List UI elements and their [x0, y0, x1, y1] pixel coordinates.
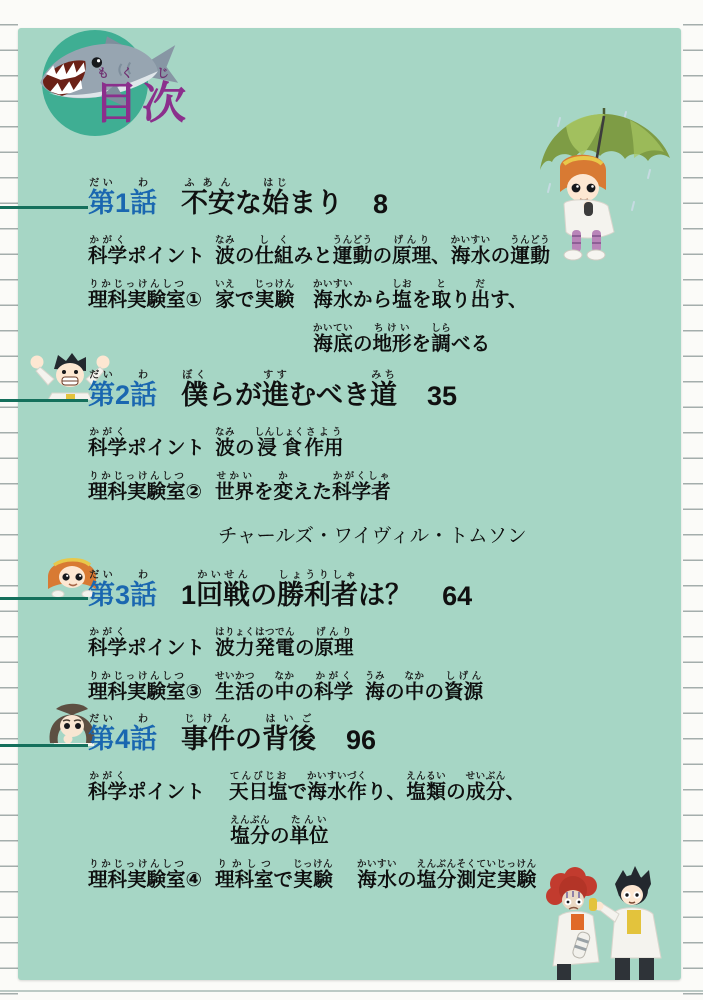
chapter-title: 1回戦かいせんの勝利者しょうりしゃは？: [181, 570, 413, 610]
chapter-number: 第だい1話わ: [88, 178, 158, 218]
toc-text: 海うみの中なかの資源しげん: [365, 671, 484, 703]
toc-text: 科学かがくポイント: [88, 427, 206, 459]
chapter-title: 事件じけんの背後はいご: [181, 714, 317, 754]
chapter-page-number: 8: [373, 189, 389, 219]
toc-text: 天日塩てんびじおで海水作かいすいづくり、塩類えんるいの成分せいぶん、: [229, 771, 526, 803]
toc-text: 理科実験室りかじっけんしつ④: [88, 859, 203, 891]
toc-text: 波なみの浸食しんしょく作用さよう: [215, 427, 344, 459]
page-title: 目もく次じ: [94, 66, 190, 128]
toc-text: 科学かがくポイント: [88, 235, 206, 267]
chapter-4-entry: [88, 714, 673, 892]
chapter-1-heading: [88, 178, 673, 220]
bottom-rule-line: [0, 990, 703, 992]
chapter-3-entry: [88, 570, 673, 704]
toc-text: 理科実験室りかじっけんしつ①: [88, 279, 203, 311]
chapter-title: 不安ふあんな始はじまり: [181, 178, 344, 218]
toc-text: 海底かいていの地形ちけいを調しらべる: [313, 323, 491, 355]
chapter-title: 僕ぼくらが進すすむべき道みち: [181, 370, 398, 410]
toc-text: 理科室りかしつで実験じっけん: [215, 859, 334, 891]
notebook-ruled-lines-left: [0, 0, 18, 1000]
chapter-page-number: 96: [346, 725, 377, 755]
chapter3-pointer-line: [0, 597, 88, 600]
chapter-2-entry: [88, 370, 673, 548]
chapter-detail-lines: [88, 616, 673, 704]
chapter2-pointer-line: [0, 399, 88, 402]
toc-text: 塩分えんぶんの単位たんい: [230, 815, 329, 847]
chapter-4-heading: [88, 714, 673, 756]
chapter-page-number: 64: [442, 581, 473, 611]
toc-text: 科学かがくポイント: [88, 627, 206, 659]
toc-line: [88, 504, 673, 548]
notebook-ruled-lines-right: [683, 0, 703, 1000]
toc-line: [88, 616, 673, 660]
toc-line: [88, 660, 673, 704]
toc-text: 世界せかいを変かえた科学者かがくしゃ: [215, 471, 391, 503]
toc-line: [88, 268, 673, 312]
toc-text: 波なみの仕し組くみと運動うんどうの原理げんり、海水かいすいの運動うんどう: [215, 235, 551, 267]
toc-line: [88, 416, 673, 460]
chapter-2-heading: [88, 370, 673, 412]
toc-text: チャールズ・ワイヴィル・トムソン: [218, 525, 527, 547]
toc-text: 理科実験室りかじっけんしつ③: [88, 671, 203, 703]
toc-line: [88, 460, 673, 504]
chapter-3-heading: [88, 570, 673, 612]
chapter-number: 第だい3話わ: [88, 570, 158, 610]
toc-line: [88, 224, 673, 268]
toc-text: 理科実験室りかじっけんしつ②: [88, 471, 203, 503]
toc-line: [88, 312, 673, 356]
chapter-page-number: 35: [427, 381, 458, 411]
chapter-number: 第だい4話わ: [88, 714, 158, 754]
chapter-1-entry: [88, 178, 673, 356]
toc-text: 波力発電はりょくはつでんの原理げんり: [215, 627, 354, 659]
toc-line: [88, 848, 673, 892]
chapter-number: 第だい2話わ: [88, 370, 158, 410]
toc-line: [88, 760, 673, 804]
chapter4-pointer-line: [0, 744, 88, 747]
chapter-detail-lines: [88, 416, 673, 548]
chapter-detail-lines: [88, 224, 673, 356]
toc-line: [88, 804, 673, 848]
toc-text: 海水かいすいの塩分測定実験えんぶんそくていじっけん: [357, 859, 537, 891]
toc-text: 生活せいかつの中なかの科学かがく: [215, 671, 354, 703]
toc-text: 科学かがくポイント: [88, 771, 206, 803]
chapter1-pointer-line: [0, 206, 88, 209]
chapter-detail-lines: [88, 760, 673, 892]
toc-text: 海水かいすいから塩しおを取とり出だす、: [313, 279, 528, 311]
toc-text: 家いえで実験じっけん: [215, 279, 295, 311]
